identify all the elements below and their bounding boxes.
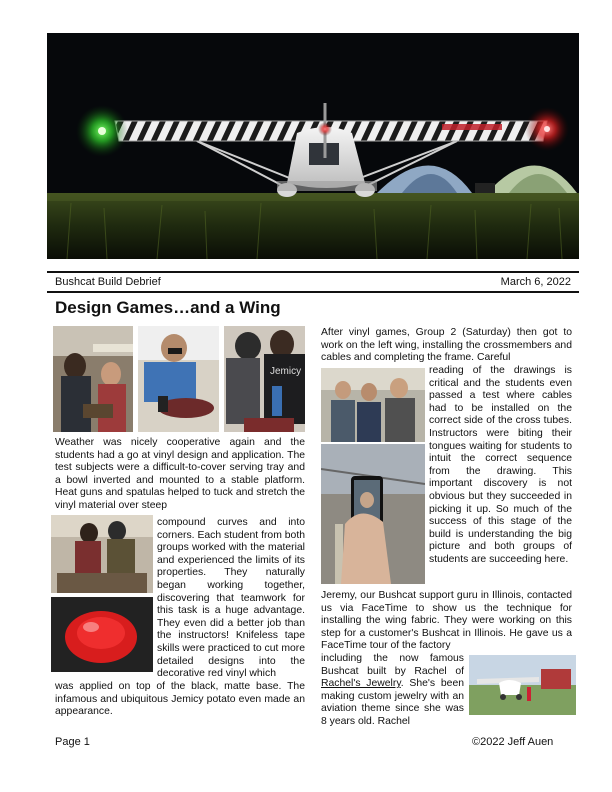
column1-paragraph-1: Weather was nicely cooperative again and the students had a go at vinyl design and application. The test subjects were a difficult-to-cover serving tray and a bowl inverted and mounted to a stable platform. Heat guns and spatulas helped to tuck and stretch the vinyl material over steep — [55, 437, 305, 511]
svg-text:Jemicy: Jemicy — [270, 366, 302, 377]
paragraph-4-lead: including the now famous Bushcat built by Rachel of — [321, 653, 464, 677]
header-top-rule — [47, 271, 579, 273]
hero-photo — [47, 33, 579, 259]
column1-paragraph-2: compound curves and into corners. Each student from both groups worked with the material and experienced the limits of its properties. They naturally began working together, discovering that teamwork for this task is a huge advantage. They even did a better job than the instructors! Knifeless tape skills were practiced to cut more detailed designs into the decorative red vinyl which — [157, 517, 305, 680]
photo-instructors-group — [321, 368, 425, 442]
column2-paragraph-2: reading of the drawings is critical and the students even passed a test where cables had to be installed on the correct side of the cross tubes. Instructors were biting their tongues waiting for students to intuit the correct sequence from the drawing. This important discovery is not obvious but they succeeded in picking it up. So much of the success of this stage of the build is understanding the big picture and both groups of students are succeeding here. — [429, 365, 572, 565]
page-number: Page 1 — [55, 736, 90, 748]
photo-facetime-phone — [321, 444, 425, 584]
copyright: ©2022 Jeff Auen — [472, 736, 554, 748]
photo-heat-gun-vinyl — [138, 326, 219, 432]
article-title: Design Games…and a Wing — [55, 298, 281, 317]
photo-jemicy-student-heat-gun — [224, 326, 305, 432]
column1-paragraph-3: was applied on top of the black, matte base. The infamous and ubiquitous Jemicy potato even made an appearance. — [55, 681, 305, 718]
photo-red-vinyl-bowl — [51, 597, 153, 672]
running-header — [55, 276, 571, 288]
rachels-jewelry-link[interactable]: Rachel's Jewelry — [321, 678, 401, 690]
paragraph-4-tail: . She's been making custom jewelry with an aviation theme since she was 8 years old. Rachel — [321, 678, 465, 727]
column2-paragraph-1: After vinyl games, Group 2 (Saturday) then got to work on the left wing, installing the crossmembers and cables and completing the frame. Careful — [321, 327, 572, 364]
column2-paragraph-4 — [321, 653, 464, 729]
photo-bushcat-at-airfield — [469, 655, 576, 715]
photo-students-at-bench — [53, 326, 133, 432]
header-bottom-rule — [47, 291, 579, 293]
photo-students-collaborating — [51, 515, 153, 593]
issue-date: March 6, 2022 — [500, 276, 571, 288]
publication-name: Bushcat Build Debrief — [55, 276, 161, 288]
column2-paragraph-3: Jeremy, our Bushcat support guru in Illinois, contacted us via FaceTime to show us the technique for installing the wing fabric. They were working on this step for a customer's Bushcat in Illinois. He gave us a FaceTime tour of the factory — [321, 590, 572, 652]
airplane-at-night-illustration — [47, 33, 579, 259]
